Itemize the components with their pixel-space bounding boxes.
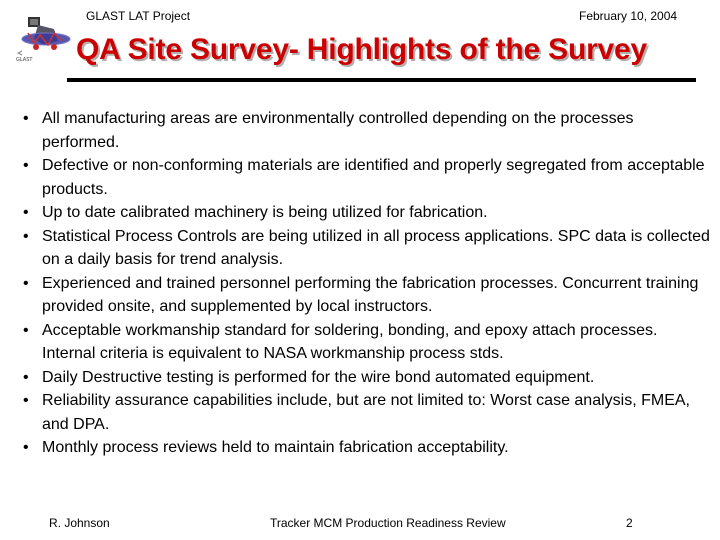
bullet-icon: • bbox=[23, 227, 29, 245]
bullet-text: Reliability assurance capabilities include, but are not limited to: Worst case analysis, FMEA, and DPA. bbox=[42, 392, 690, 433]
footer-review-title: Tracker MCM Production Readiness Review bbox=[270, 516, 506, 530]
bullet-icon: • bbox=[23, 321, 29, 339]
list-item bbox=[20, 272, 710, 319]
bullet-icon: • bbox=[23, 368, 29, 386]
list-item bbox=[20, 225, 710, 272]
list-item bbox=[20, 319, 710, 366]
page-title: QA Site Survey- Highlights of the Survey bbox=[76, 33, 647, 66]
glast-mission-logo-icon bbox=[14, 11, 78, 69]
bullet-text: Defective or non-conforming materials are identified and properly segregated from acceptable products. bbox=[42, 157, 705, 198]
bullet-text: Daily Destructive testing is performed for the wire bond automated equipment. bbox=[42, 368, 595, 386]
bullet-text: Statistical Process Controls are being utilized in all process applications. SPC data is collected on a daily basis for trend analysis. bbox=[42, 227, 710, 268]
bullet-icon: • bbox=[23, 439, 29, 456]
bullet-icon: • bbox=[23, 157, 29, 174]
list-item bbox=[20, 436, 710, 460]
list-item bbox=[20, 154, 710, 201]
list-item bbox=[20, 107, 710, 154]
bullet-text: Up to date calibrated machinery is being utilized for fabrication. bbox=[42, 204, 488, 221]
page-number: 2 bbox=[626, 516, 633, 530]
header-project: GLAST LAT Project bbox=[86, 9, 191, 23]
list-item bbox=[20, 201, 710, 225]
footer-author: R. Johnson bbox=[49, 516, 110, 530]
bullet-text: Acceptable workmanship standard for soldering, bonding, and epoxy attach processes. Internal criteria is equivalent to NASA workmanship process stds. bbox=[42, 321, 658, 362]
bullet-text: Experienced and trained personnel performing the fabrication processes. Concurrent training provided onsite, and supplemented by local instructors. bbox=[42, 274, 699, 315]
header-date: February 10, 2004 bbox=[579, 9, 678, 23]
bullet-text: Monthly process reviews held to maintain fabrication acceptability. bbox=[42, 439, 509, 456]
bullet-icon: • bbox=[23, 204, 29, 221]
svg-text:GLAST: GLAST bbox=[16, 57, 33, 63]
bullet-list bbox=[20, 107, 710, 460]
bullet-icon: • bbox=[23, 274, 29, 292]
list-item bbox=[20, 389, 710, 436]
title-divider bbox=[67, 78, 696, 82]
bullet-text: All manufacturing areas are environmentally controlled depending on the processes performed. bbox=[42, 110, 634, 151]
list-item bbox=[20, 366, 710, 390]
bullet-icon: • bbox=[23, 392, 29, 409]
bullet-icon: • bbox=[23, 110, 29, 127]
